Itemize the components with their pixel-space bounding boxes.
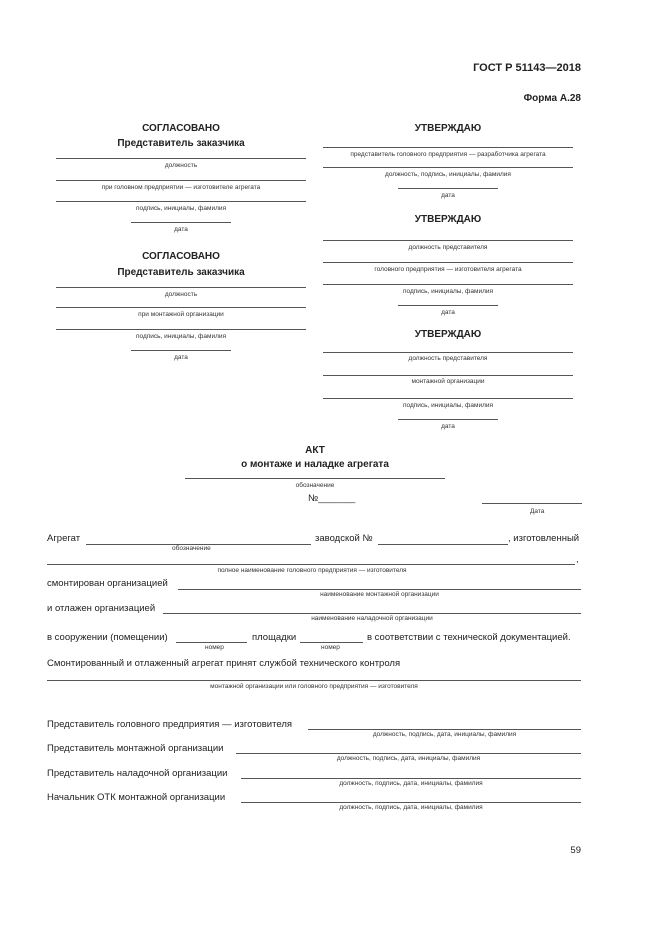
left-approval-title-1: СОГЛАСОВАНО: [142, 123, 220, 134]
manufactured-label: , изготовленный: [508, 533, 580, 544]
compliance-text: в соответствии с технической документацией.: [367, 632, 571, 643]
right-approval-title-1: УТВЕРЖДАЮ: [414, 123, 482, 134]
right-approval-title-3: УТВЕРЖДАЮ: [414, 329, 482, 340]
left-approval-subtitle-2: Представитель заказчика: [117, 267, 245, 278]
signature-line: [323, 240, 573, 241]
field-caption: номер: [321, 644, 340, 651]
serial-label: заводской №: [315, 533, 373, 544]
signature-line: [323, 147, 573, 148]
fill-line: [300, 642, 363, 643]
field-caption: должность: [164, 291, 198, 298]
signature-label-mounting: Представитель монтажной организации: [47, 743, 224, 754]
field-caption: должность, подпись, дата, инициалы, фамилия: [336, 755, 481, 762]
fill-line: [236, 753, 581, 754]
signature-line: [56, 201, 306, 202]
field-caption: наименование наладочной организации: [311, 615, 433, 622]
date-line: [482, 503, 582, 504]
field-caption: должность представителя: [408, 355, 488, 362]
fill-line: [241, 778, 581, 779]
signature-line: [56, 287, 306, 288]
fill-line: [176, 642, 247, 643]
fill-line: [163, 613, 581, 614]
field-caption: должность, подпись, дата, инициалы, фамилия: [339, 804, 483, 811]
field-caption: дата: [174, 354, 188, 361]
fill-line: [178, 589, 581, 590]
page-number: 59: [570, 845, 581, 856]
signature-label-head: Представитель головного предприятия — изготовителя: [47, 719, 293, 730]
field-caption: головного предприятия — изготовителя агрегата: [374, 266, 522, 273]
signature-line: [323, 262, 573, 263]
fill-line: [241, 802, 581, 803]
acceptance-text: Смонтированный и отлаженный агрегат принят службой технического контроля: [47, 658, 401, 669]
adjusted-by-label: и отлажен организацией: [47, 603, 156, 614]
field-caption: монтажной организации: [411, 378, 485, 385]
form-label: Форма А.28: [523, 93, 581, 104]
date-line: [398, 188, 498, 189]
field-caption: дата: [174, 226, 188, 233]
field-caption: подпись, инициалы, фамилия: [135, 333, 227, 340]
left-approval-subtitle-1: Представитель заказчика: [117, 138, 245, 149]
field-caption: должность: [164, 162, 198, 169]
signature-label-qc-head: Начальник ОТК монтажной организации: [47, 792, 226, 803]
signature-line: [323, 398, 573, 399]
field-caption: должность, подпись, инициалы, фамилия: [385, 171, 511, 178]
signature-line: [56, 180, 306, 181]
date-line: [398, 305, 498, 306]
field-caption: должность представителя: [408, 244, 488, 251]
site-label: площадки: [252, 632, 297, 643]
field-caption: обозначение: [295, 482, 335, 489]
date-line: [131, 350, 231, 351]
field-caption: подпись, инициалы, фамилия: [402, 402, 494, 409]
left-approval-title-2: СОГЛАСОВАНО: [142, 251, 220, 262]
act-number: №_______: [308, 493, 356, 504]
field-caption: Дата: [530, 508, 545, 515]
fill-line: [378, 544, 508, 545]
signature-line: [56, 329, 306, 330]
fill-line: [47, 564, 575, 565]
field-caption: полное наименование головного предприятия — изготовителя: [217, 567, 407, 574]
field-caption: дата: [441, 423, 455, 430]
field-caption: дата: [441, 192, 455, 199]
field-caption: подпись, инициалы, фамилия: [135, 205, 227, 212]
fill-line: [47, 680, 581, 681]
field-caption: обозначение: [172, 545, 211, 552]
field-caption: представитель головного предприятия — разработчика агрегата: [350, 151, 546, 158]
field-caption: монтажной организации или головного предприятия — изготовителя: [210, 683, 418, 690]
signature-label-adjusting: Представитель наладочной организации: [47, 768, 228, 779]
field-caption: подпись, инициалы, фамилия: [402, 288, 494, 295]
aggregate-label: Агрегат: [47, 533, 81, 544]
field-caption: наименование монтажной организации: [320, 591, 439, 598]
signature-line: [323, 352, 573, 353]
right-approval-title-2: УТВЕРЖДАЮ: [414, 214, 482, 225]
standard-number: ГОСТ Р 51143—2018: [473, 62, 581, 74]
act-title: АКТ: [305, 445, 325, 456]
signature-line: [323, 167, 573, 168]
comma: ,: [576, 554, 579, 565]
date-line: [131, 222, 231, 223]
signature-line: [56, 158, 306, 159]
date-line: [398, 419, 498, 420]
act-subtitle: о монтаже и наладке агрегата: [241, 459, 389, 470]
signature-line: [56, 307, 306, 308]
building-label: в сооружении (помещении): [47, 632, 168, 643]
fill-line: [308, 729, 581, 730]
signature-line: [323, 284, 573, 285]
signature-line: [323, 375, 573, 376]
field-caption: номер: [205, 644, 224, 651]
field-caption: при монтажной организации: [138, 311, 224, 318]
field-caption: дата: [441, 309, 455, 316]
mounted-by-label: смонтирован организацией: [47, 578, 168, 589]
field-caption: должность, подпись, дата, инициалы, фамилия: [372, 731, 517, 738]
field-caption: должность, подпись, дата, инициалы, фамилия: [339, 780, 483, 787]
designation-line: [185, 478, 445, 479]
field-caption: при головном предприятии — изготовителе агрегата: [101, 184, 261, 191]
